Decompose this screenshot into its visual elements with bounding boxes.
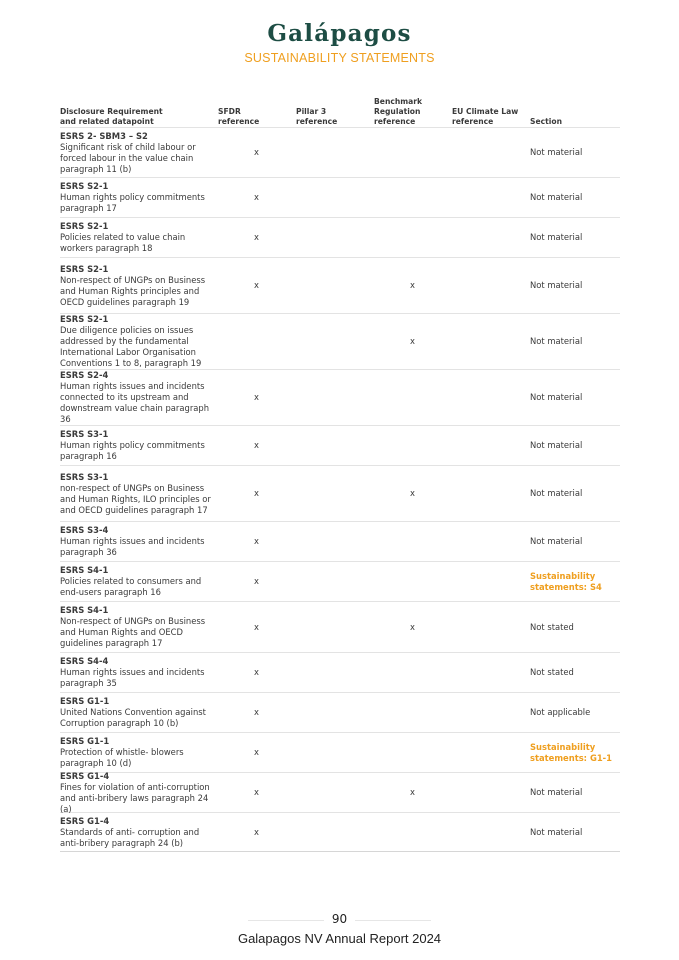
header-pillar3: Pillar 3 reference: [296, 107, 338, 126]
benchmark-mark: x: [410, 336, 415, 346]
header-benchmark: Benchmark Regulation reference: [374, 97, 423, 126]
header-sfdr: SFDR reference: [218, 107, 260, 126]
disclosure-cell: [60, 736, 218, 769]
benchmark-mark: x: [410, 488, 415, 498]
datapoint-description: Human rights policy commitments paragraph 17: [60, 192, 205, 213]
footer-rule-left: [248, 920, 324, 921]
disclosure-cell: [60, 696, 218, 729]
section-cell: Not material: [530, 192, 583, 202]
table-row: [60, 127, 620, 177]
sfdr-mark: x: [254, 667, 259, 677]
table-row: [60, 732, 620, 772]
datapoint-description: Standards of anti- corruption and anti-bribery paragraph 24 (b): [60, 826, 200, 848]
esrs-code: ESRS S2-4: [60, 370, 109, 380]
header-climate-law: EU Climate Law reference: [452, 107, 519, 126]
benchmark-mark: x: [410, 787, 415, 797]
disclosure-cell: [60, 264, 218, 308]
table-row: [60, 812, 620, 852]
disclosure-cell: [60, 181, 218, 214]
section-cell: Sustainability statements: G1-1: [530, 741, 612, 763]
benchmark-mark: x: [410, 621, 415, 632]
esrs-code: ESRS S4-1: [60, 605, 109, 615]
table-row: [60, 561, 620, 601]
disclosure-cell: [60, 816, 218, 849]
section-cell: Not material: [530, 392, 583, 402]
disclosure-cell: [60, 525, 218, 558]
sfdr-mark: x: [254, 280, 259, 290]
datapoint-description: Significant risk of child labour or forced labour in the value chain paragraph 11 (b): [60, 141, 196, 174]
sfdr-mark: x: [254, 747, 259, 757]
datapoint-description: Non-respect of UNGPs on Business and Human Rights principles and OECD guidelines paragraph 19: [60, 274, 206, 307]
esrs-code: ESRS S2-1: [60, 221, 109, 231]
section-title: SUSTAINABILITY STATEMENTS: [244, 51, 435, 65]
sfdr-mark: x: [254, 576, 259, 586]
section-cell: Not material: [530, 488, 583, 498]
esrs-code: ESRS 2- SBM3 – S2: [60, 130, 148, 141]
disclosure-cell: [60, 771, 218, 815]
section-cell: Not material: [530, 336, 583, 346]
table-row: [60, 521, 620, 561]
section-cell: Not applicable: [530, 707, 591, 717]
disclosure-cell: [60, 429, 218, 462]
section-cell: Not material: [530, 787, 583, 797]
esrs-code: ESRS G1-4: [60, 815, 110, 826]
disclosure-cell: [60, 656, 218, 689]
sfdr-mark: x: [254, 787, 259, 797]
datapoint-description: Non-respect of UNGPs on Business and Human Rights and OECD guidelines paragraph 17: [60, 616, 206, 648]
disclosure-cell: [60, 565, 218, 598]
disclosure-cell: [60, 131, 218, 175]
sfdr-mark: x: [254, 826, 259, 837]
sfdr-mark: x: [254, 707, 259, 717]
section-cell: Not material: [530, 232, 583, 242]
esrs-code: ESRS G1-1: [60, 696, 110, 706]
esrs-code: ESRS G1-1: [60, 736, 110, 746]
datapoint-description: United Nations Convention against Corruption paragraph 10 (b): [60, 707, 206, 728]
esrs-code: ESRS S4-1: [60, 565, 109, 575]
table-row: [60, 692, 620, 732]
section-cell: Not material: [530, 440, 583, 450]
esrs-code: ESRS S4-4: [60, 656, 109, 666]
sfdr-mark: x: [254, 536, 259, 546]
sfdr-mark: x: [254, 488, 259, 498]
sfdr-mark: x: [254, 147, 259, 157]
table-row: [60, 425, 620, 465]
sfdr-mark: x: [254, 232, 259, 242]
esrs-code: ESRS S3-1: [60, 429, 109, 439]
datapoint-description: Policies related to value chain workers paragraph 18: [60, 232, 186, 253]
table-body: [60, 127, 620, 852]
datapoint-description: non-respect of UNGPs on Business and Human Rights, ILO principles or and OECD guidelines paragraph 17: [60, 482, 211, 515]
table-row: [60, 601, 620, 652]
datapoint-description: Protection of whistle- blowers paragraph 10 (d): [60, 747, 184, 768]
table-row: [60, 369, 620, 425]
section-cell: Not material: [530, 536, 583, 546]
datapoint-description: Policies related to consumers and end-users paragraph 16: [60, 576, 202, 597]
datapoint-description: Human rights issues and incidents paragraph 35: [60, 667, 205, 688]
sfdr-mark: x: [254, 440, 259, 450]
datapoints-table: [60, 95, 620, 852]
table-row: [60, 217, 620, 257]
table-header: [60, 95, 620, 127]
esrs-code: ESRS S3-1: [60, 471, 109, 482]
report-title: Galapagos NV Annual Report 2024: [237, 931, 442, 946]
section-cell: Not stated: [530, 667, 574, 677]
page-header: [0, 20, 679, 65]
disclosure-cell: [60, 314, 218, 369]
esrs-code: ESRS S2-1: [60, 314, 109, 324]
galapagos-logo: Galápagos: [267, 20, 412, 47]
esrs-code: ESRS S2-1: [60, 181, 109, 191]
datapoint-description: Human rights issues and incidents connected to its upstream and downstream value chain paragraph 36: [60, 381, 210, 424]
table-row: [60, 177, 620, 217]
datapoint-description: Human rights policy commitments paragraph 16: [60, 440, 205, 461]
sfdr-mark: x: [254, 392, 259, 402]
section-cell: Not material: [530, 826, 583, 837]
datapoint-description: Due diligence policies on issues addressed by the fundamental International Labor Organisation Conventions 1 to 8, paragraph 19: [60, 325, 202, 368]
section-cell: Sustainability statements: S4: [530, 570, 602, 592]
table-row: [60, 313, 620, 369]
page-number-text: 90: [331, 912, 348, 926]
disclosure-cell: [60, 370, 218, 425]
page-footer: [0, 908, 679, 946]
esrs-code: ESRS S3-4: [60, 525, 109, 535]
disclosure-cell: [60, 221, 218, 254]
esrs-code: ESRS G1-4: [60, 770, 110, 781]
sfdr-mark: x: [254, 192, 259, 202]
section-cell: Not material: [530, 147, 583, 157]
datapoint-description: Fines for violation of anti-corruption and anti-bribery laws paragraph 24 (a): [60, 781, 210, 814]
benchmark-mark: x: [410, 280, 415, 290]
table-row: [60, 465, 620, 521]
table-row: [60, 772, 620, 812]
header-disclosure: Disclosure Requirement and related datapoint: [60, 107, 163, 126]
esrs-code: ESRS S2-1: [60, 263, 109, 274]
sfdr-mark: x: [254, 621, 259, 632]
footer-rule-right: [355, 920, 431, 921]
datapoint-description: Human rights issues and incidents paragraph 36: [60, 536, 205, 557]
page-number: [324, 912, 355, 926]
header-section: Section: [530, 117, 562, 126]
table-row: [60, 257, 620, 313]
table-row: [60, 652, 620, 692]
disclosure-cell: [60, 605, 218, 649]
section-cell: Not stated: [530, 621, 574, 632]
disclosure-cell: [60, 472, 218, 516]
section-cell: Not material: [530, 280, 583, 290]
